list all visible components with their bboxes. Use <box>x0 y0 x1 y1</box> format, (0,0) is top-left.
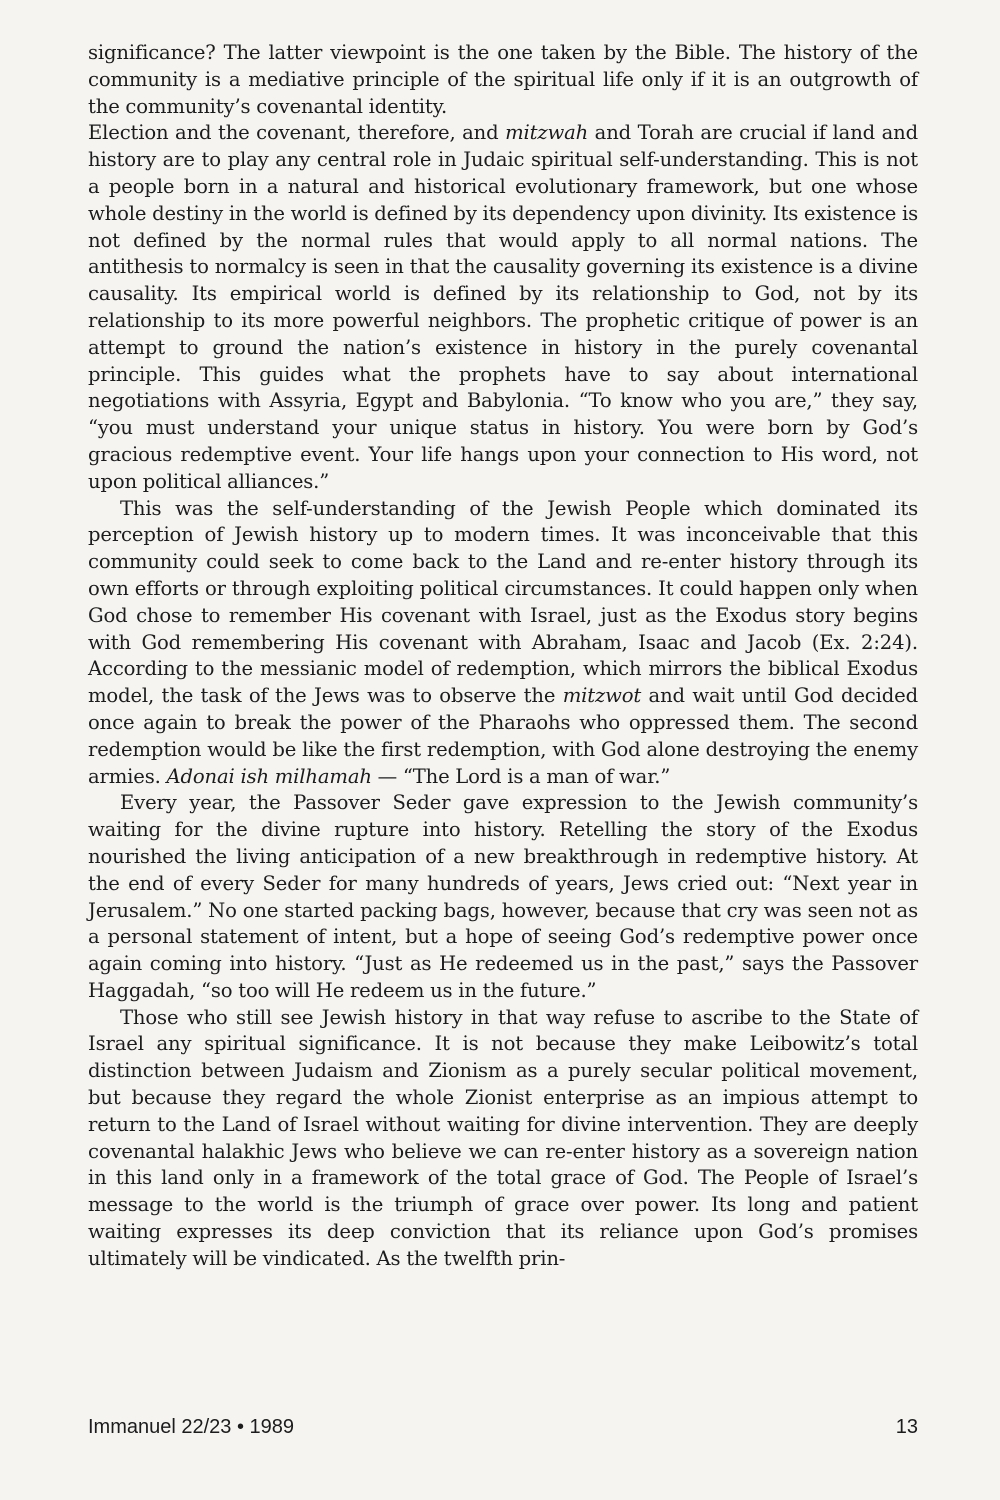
article-body <box>88 40 918 1273</box>
text-run: Election and the covenant, therefore, and <box>88 121 506 145</box>
text-run: Those who still see Jewish history in that way refuse to ascribe to the State of Israel any spiritual significance. It is not because they make Leibowitz’s total distinction between Judaism and Zionism as a purely secular political movement, but because they regard the whole Zionist enterprise as an impious attempt to return to the Land of Israel without waiting for divine intervention. They are deeply covenantal halakhic Jews who believe we can re-enter history as a sovereign nation in this land only in a framework of the total grace of God. The People of Israel’s message to the world is the triumph of grace over power. Its long and patient waiting expresses its deep conviction that its reliance upon God’s promises ultimately will be vindicated. As the twelfth prin- <box>88 1005 918 1270</box>
paragraph <box>88 120 918 495</box>
text-run: Every year, the Passover Seder gave expression to the Jewish community’s waiting for the divine rupture into history. Retelling the story of the Exodus nourished the living anticipation of a new breakthrough in redemptive history. At the end of every Seder for many hundreds of years, Jews cried out: “Next year in Jerusalem.” No one started packing bags, however, because that cry was seen not as a personal statement of intent, but a hope of seeing God’s redemptive power once again coming into history. “Just as He redeemed us in the past,” says the Passover Haggadah, “so too will He redeem us in the future.” <box>88 791 918 1002</box>
text-run: significance? The latter viewpoint is the one taken by the Bible. The history of the community is a mediative principle of the spiritual life only if it is an outgrowth of the community’s covenantal identity. <box>88 41 918 118</box>
page-number: 13 <box>895 1416 918 1438</box>
text-run: This was the self-understanding of the Jewish People which dominated its perception of Jewish history up to modern times. It was inconceivable that this community could seek to come back to the Land and re-enter history through its own efforts or through exploiting political circumstances. It could happen only when God chose to remember His covenant with Israel, just as the Exodus story begins with God remembering His covenant with Abraham, Isaac and Jacob (Ex. 2:24). According to the messianic model of redemption, which mirrors the biblical Exodus model, the task of the Jews was to observe the <box>88 496 918 708</box>
text-run: and Torah are crucial if land and history are to play any central role in Judaic spiritual self-understanding. This is not a people born in a natural and historical evolutionary framework, but one whose whole destiny in the world is defined by its dependency upon divinity. Its existence is not defined by the normal rules that would apply to all normal nations. The antithesis to normalcy is seen in that the causality governing its existence is a divine causality. Its empirical world is defined by its relationship to God, not by its relationship to its more powerful neighbors. The prophetic critique of power is an attempt to ground the nation’s existence in history in the purely covenantal principle. This guides what the prophets have to say about international negotiations with Assyria, Egypt and Babylonia. “To know who you are,” they say, “you must understand your unique status in history. You were born by God’s gracious redemptive event. Your life hangs upon your connection to His word, not upon political alliances.” <box>88 121 918 493</box>
paragraph <box>88 496 918 791</box>
text-run: and wait until God decided once again to break the power of the Pharaohs who oppressed them. The second redemption would be like the first redemption, with God alone destroying the enemy armies. <box>88 684 918 788</box>
italic-term: Adonai ish milhamah <box>166 764 372 788</box>
paragraph <box>88 1005 918 1273</box>
paragraph <box>88 790 918 1004</box>
journal-citation: Immanuel 22/23 • 1989 <box>88 1416 295 1438</box>
page-footer <box>88 1416 918 1446</box>
italic-term: mitzwah <box>505 121 589 145</box>
italic-term: mitzwot <box>562 684 642 708</box>
paragraph <box>88 40 918 120</box>
text-run: — “The Lord is a man of war.” <box>371 764 671 788</box>
